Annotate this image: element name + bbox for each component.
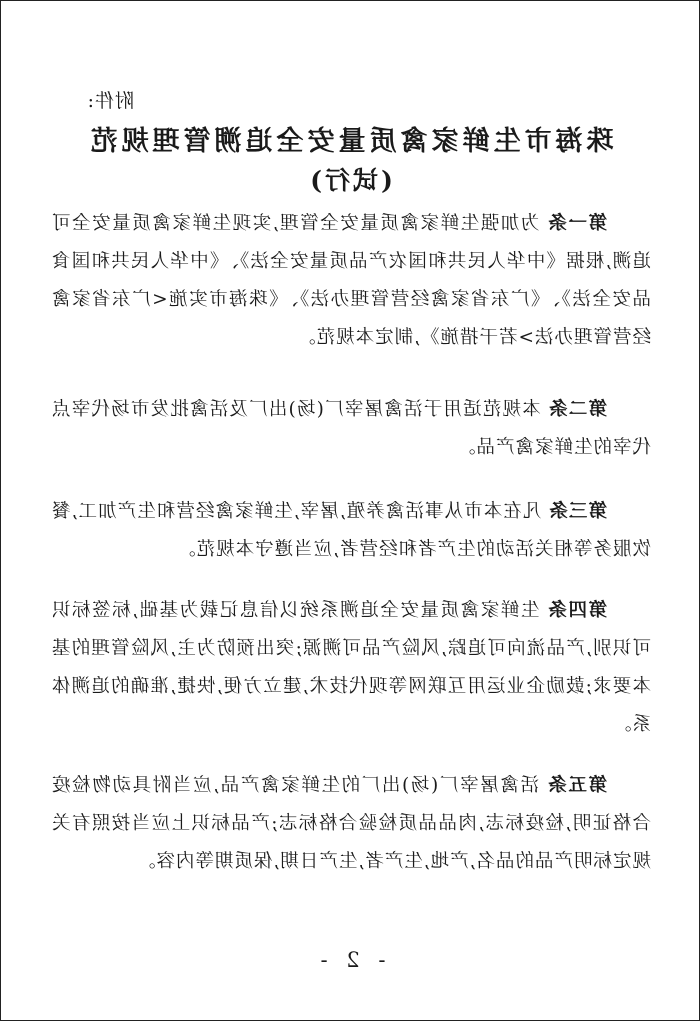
article-4 xyxy=(51,592,651,744)
article-text: 本规范适用于活禽屠宰厂(场)出厂及活禽批发市场代宰点代宰的生鲜家禽产品。 xyxy=(51,399,651,458)
document-subtitle: (试行) xyxy=(307,166,393,195)
attachment-label: 附件: xyxy=(86,90,134,112)
article-5 xyxy=(51,767,651,881)
article-heading: 第二条 xyxy=(547,399,607,420)
article-text: 凡在本市从事活禽养殖,屠宰,生鲜家禽经营和生产加工,餐饮服务等相关活动的生产者和经营者,应当遵守本规范。 xyxy=(51,501,651,560)
article-text: 活禽屠宰厂(场)出厂的生鲜家禽产品,应当附具动物检疫合格证明,检疫标志,肉品品质检验合格标志;产品标识上应当按照有关规定标明产品的品名,产地,生产者,生产日期,保质期等内容。 xyxy=(51,775,651,872)
article-heading: 第五条 xyxy=(546,775,607,796)
document-title: 珠海市生鲜家禽质量安全追溯管理规范 xyxy=(86,126,614,157)
article-text: 为加强生鲜家禽质量安全管理,实现生鲜家禽质量安全可追溯,根据《中华人民共和国农产品质量安全法》、《中华人民共和国食品安全法》、《广东省家禽经营管理办法》、《珠海市实施<广东省家禽经营管理办法>若干措施》,制定本规范。 xyxy=(51,213,651,348)
article-1 xyxy=(51,205,651,357)
article-heading: 第一条 xyxy=(546,213,607,234)
article-text: 生鲜家禽质量安全追溯系统以信息记载为基础,标签标识可识别,产品流向可追踪,风险产品可溯源;突出预防为主,风险管理的基本要求;鼓励企业运用互联网等现代技术,建立方便,快捷,准确的追溯体系。 xyxy=(51,600,651,735)
article-2 xyxy=(51,391,651,467)
page-number: - 2 - xyxy=(314,948,386,972)
article-heading: 第四条 xyxy=(546,600,607,621)
article-3 xyxy=(51,493,651,569)
article-heading: 第三条 xyxy=(548,501,607,522)
